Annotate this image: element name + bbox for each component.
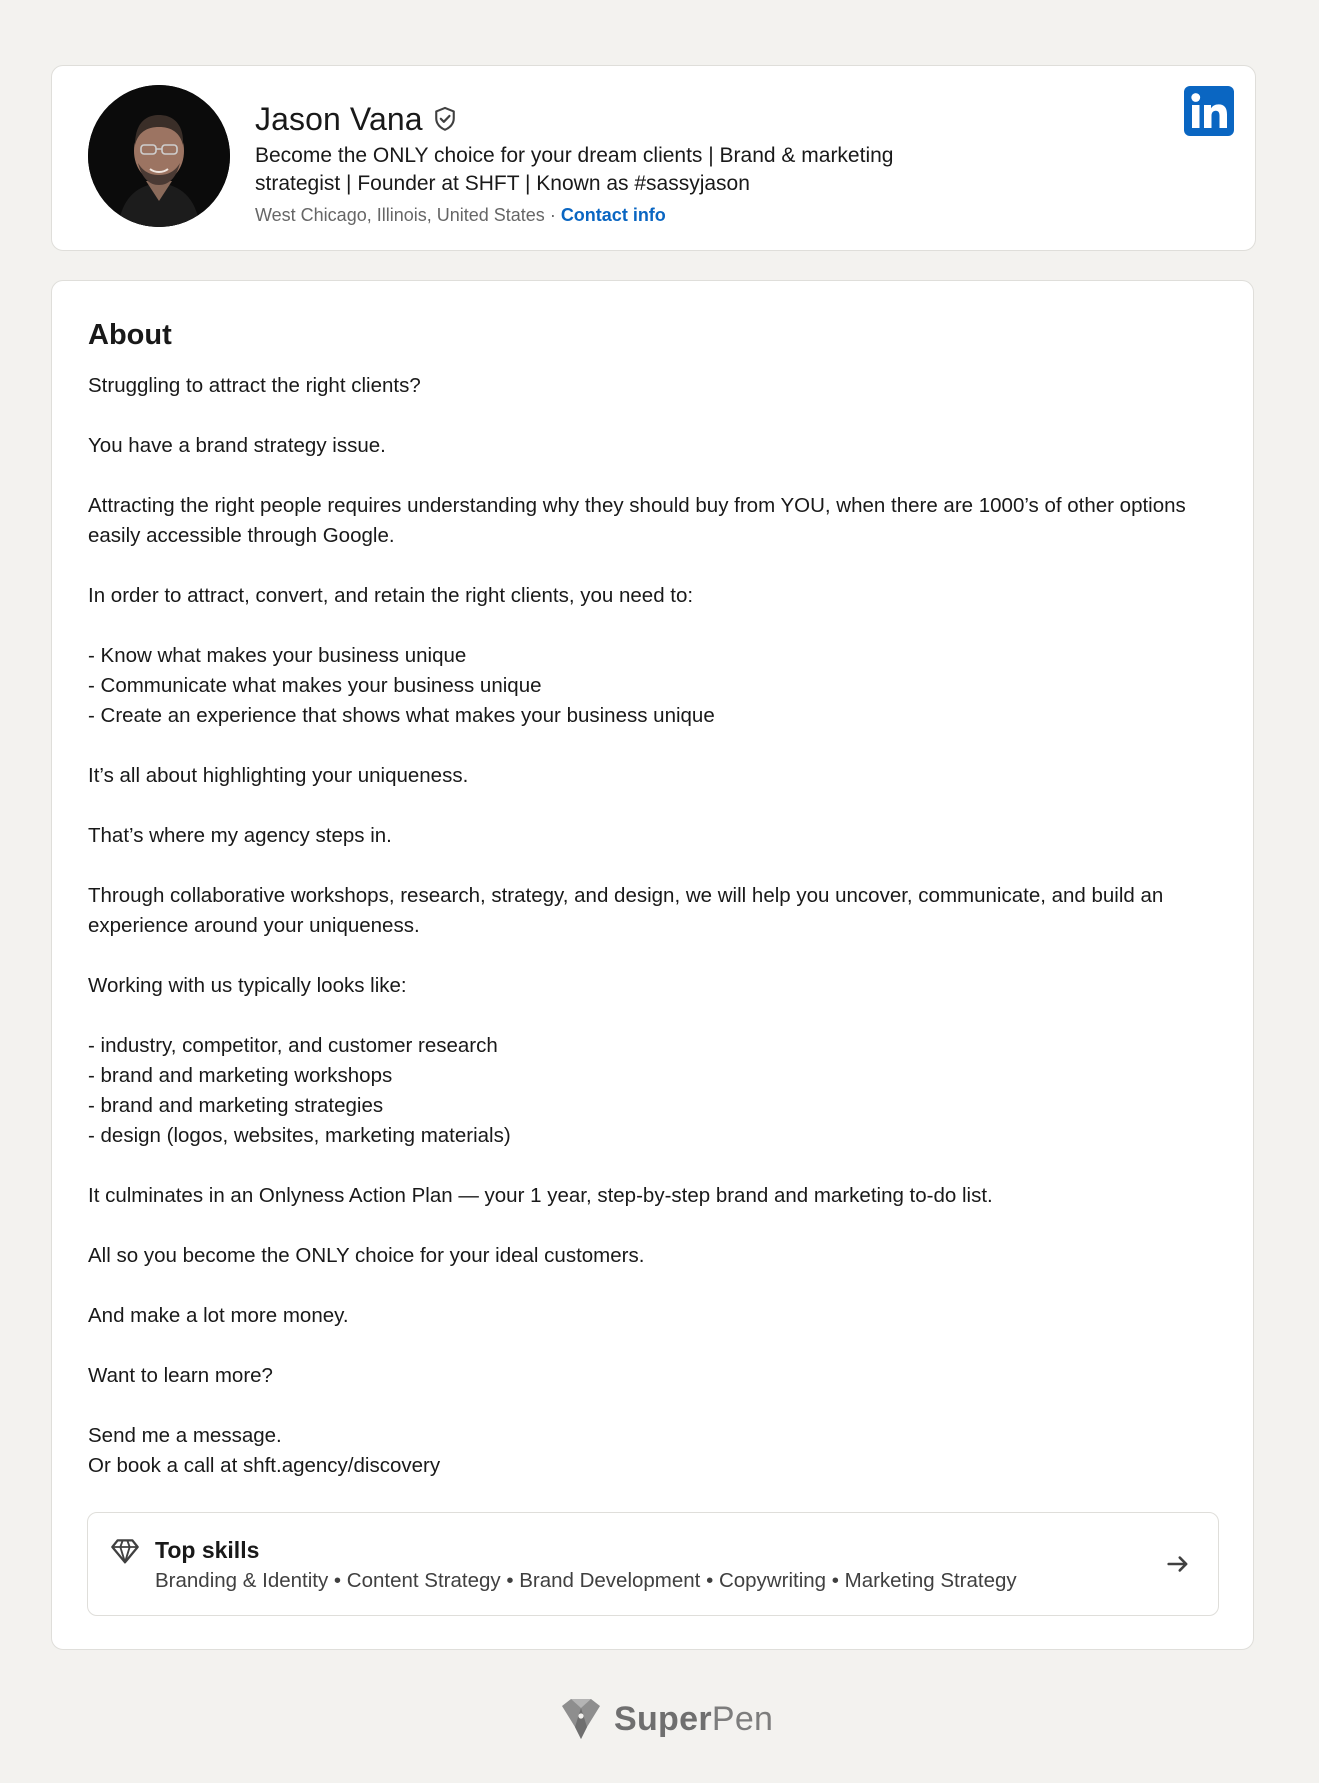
about-line: That’s where my agency steps in. <box>88 824 392 847</box>
paragraph-gap <box>88 461 1228 491</box>
about-line: Attracting the right people requires understanding why they should buy from YOU, when there are 1000’s of other options easily accessible through Google. <box>88 494 1186 547</box>
linkedin-icon[interactable] <box>1184 86 1234 136</box>
about-line: It culminates in an Onlyness Action Plan — your 1 year, step-by-step brand and marketing to-do list. <box>88 1184 993 1207</box>
about-line: Struggling to attract the right clients? <box>88 374 421 397</box>
profile-headline: Become the ONLY choice for your dream clients | Brand & marketing strategist | Founder at SHFT | Known as #sassyjason <box>255 144 894 195</box>
about-line: It’s all about highlighting your uniqueness. <box>88 764 469 787</box>
paragraph-gap <box>88 611 1228 641</box>
brand-name-light: Pen <box>711 1699 774 1738</box>
avatar[interactable] <box>88 85 230 227</box>
brand-name-bold: Super <box>614 1699 712 1738</box>
profile-name: Jason Vana <box>255 100 423 137</box>
location-separator: · <box>544 205 561 225</box>
verified-shield-icon[interactable] <box>431 105 459 133</box>
superpen-logo-icon <box>556 1694 606 1744</box>
paragraph-gap <box>88 1001 1228 1031</box>
paragraph-gap <box>88 1211 1228 1241</box>
about-body <box>88 371 1228 1481</box>
paragraph-gap <box>88 551 1228 581</box>
about-line: Want to learn more? <box>88 1364 273 1387</box>
about-line: - industry, competitor, and customer research <box>88 1034 498 1057</box>
about-title: About <box>88 319 172 351</box>
about-line: All so you become the ONLY choice for your ideal customers. <box>88 1244 645 1267</box>
about-line: - brand and marketing workshops <box>88 1064 393 1087</box>
paragraph-gap <box>88 401 1228 431</box>
profile-header-card <box>51 65 1256 251</box>
about-line: In order to attract, convert, and retain the right clients, you need to: <box>88 584 694 607</box>
avatar-photo <box>88 85 230 227</box>
about-line: Through collaborative workshops, research, strategy, and design, we will help you uncover, communicate, and build an experience around your uniqueness. <box>88 884 1164 937</box>
location-row <box>255 203 666 227</box>
paragraph-gap <box>88 1391 1228 1421</box>
about-card <box>51 280 1254 1650</box>
top-skills-box[interactable] <box>87 1512 1219 1616</box>
paragraph-gap <box>88 941 1228 971</box>
about-line: - Communicate what makes your business unique <box>88 674 542 697</box>
about-line: Working with us typically looks like: <box>88 974 407 997</box>
arrow-right-icon[interactable] <box>1164 1550 1192 1578</box>
paragraph-gap <box>88 791 1228 821</box>
about-line: And make a lot more money. <box>88 1304 349 1327</box>
about-line: - Create an experience that shows what makes your business unique <box>88 704 715 727</box>
about-line: - brand and marketing strategies <box>88 1094 384 1117</box>
paragraph-gap <box>88 1151 1228 1181</box>
name-row <box>255 101 459 137</box>
about-line: Send me a message. <box>88 1424 282 1447</box>
paragraph-gap <box>88 1331 1228 1361</box>
about-line: - design (logos, websites, marketing materials) <box>88 1124 511 1147</box>
about-line: - Know what makes your business unique <box>88 644 467 667</box>
profile-location: West Chicago, Illinois, United States <box>255 205 545 225</box>
contact-info-link[interactable]: Contact info <box>560 205 666 225</box>
paragraph-gap <box>88 1271 1228 1301</box>
top-skills-list: Branding & Identity • Content Strategy • Brand Development • Copywriting • Marketing Strategy <box>155 1569 1017 1592</box>
diamond-icon <box>109 1535 141 1567</box>
about-line: Or book a call at shft.agency/discovery <box>88 1454 441 1477</box>
about-line: You have a brand strategy issue. <box>88 434 386 457</box>
paragraph-gap <box>88 731 1228 761</box>
paragraph-gap <box>88 851 1228 881</box>
top-skills-title: Top skills <box>155 1537 260 1563</box>
superpen-brand <box>556 1694 773 1744</box>
superpen-wordmark <box>614 1700 773 1739</box>
